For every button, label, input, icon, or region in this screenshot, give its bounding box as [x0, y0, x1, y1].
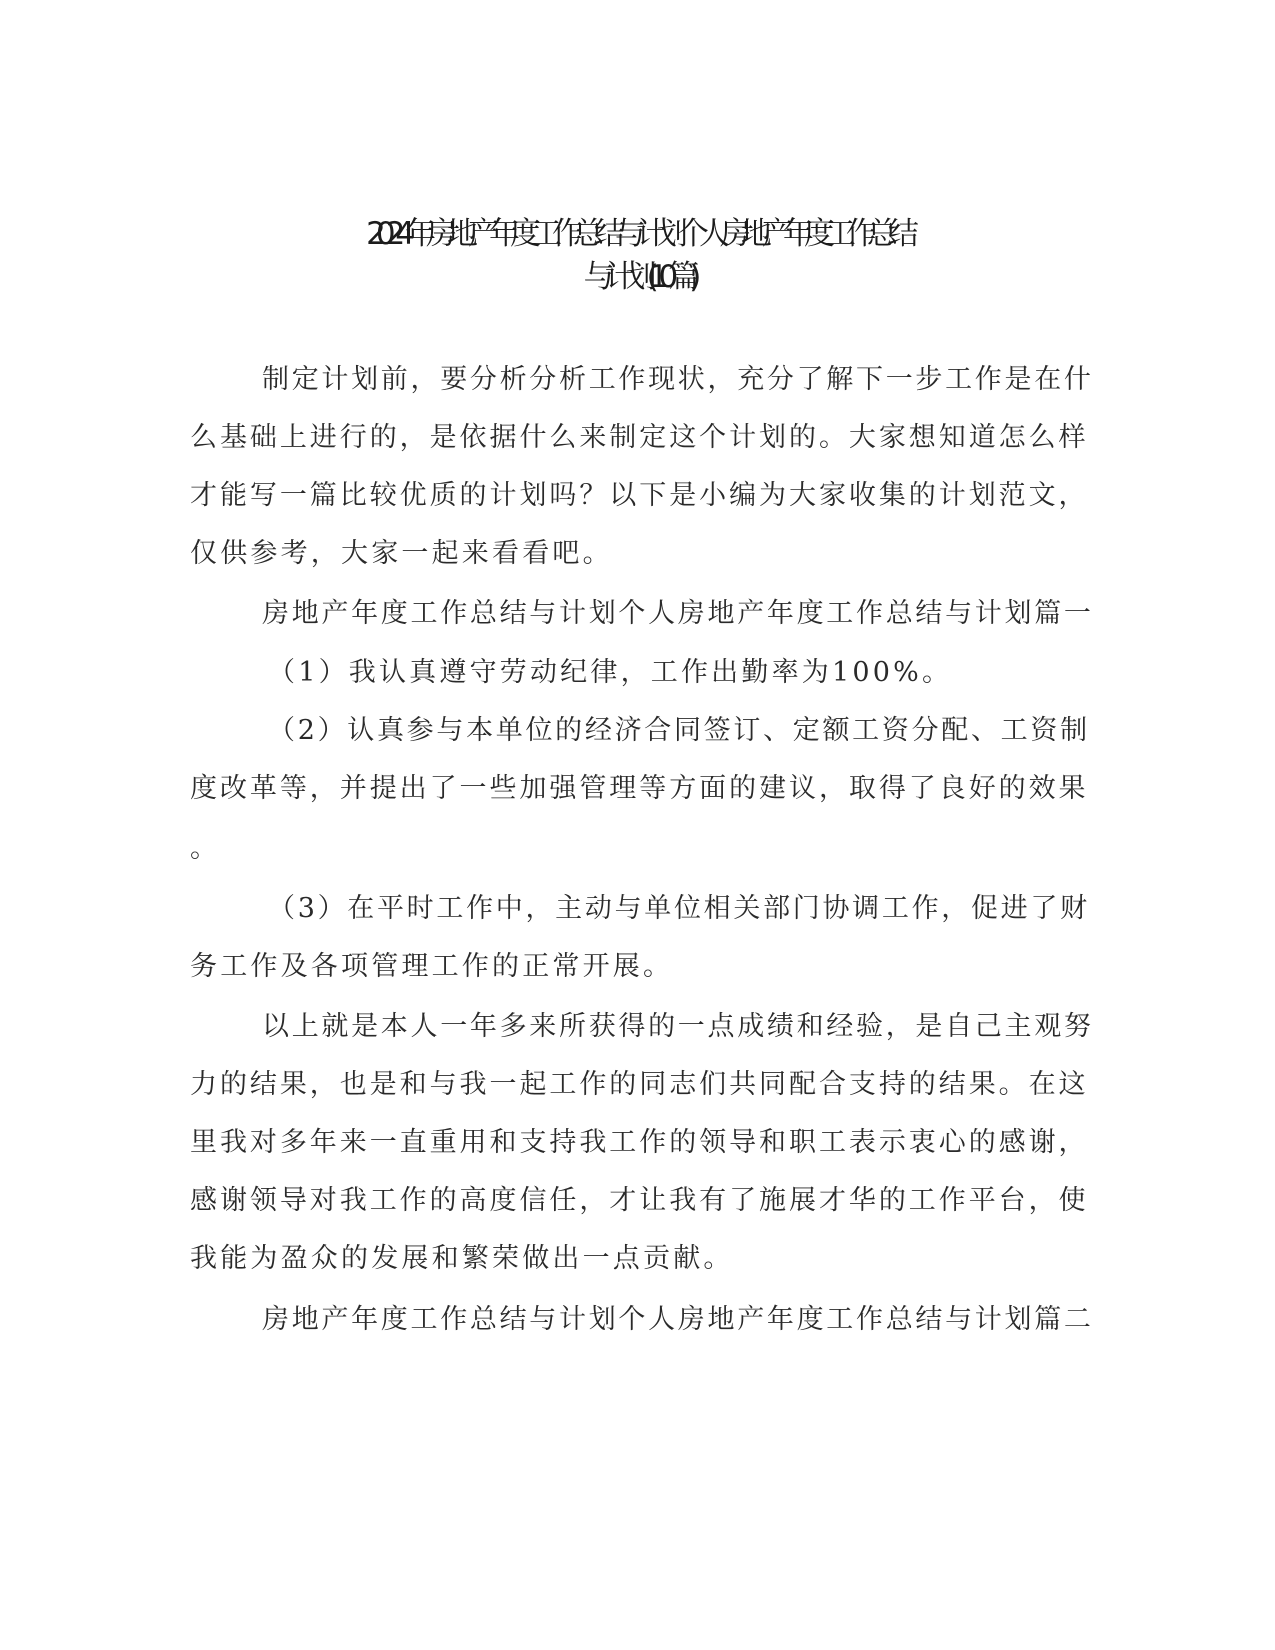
list-item: （1）我认真遵守劳动纪律，工作出勤率为100%。: [268, 657, 953, 688]
body-line: 制定计划前，要分析分析工作现状，充分了解下一步工作是在什: [262, 364, 1094, 395]
body-line: 感谢领导对我工作的高度信任，才让我有了施展才华的工作平台，使: [190, 1185, 1089, 1216]
body-line: 我能为盈众的发展和繁荣做出一点贡献。: [190, 1243, 734, 1274]
section-heading: 房地产年度工作总结与计划个人房地产年度工作总结与计划篇二: [262, 1304, 1094, 1335]
body-line: 才能写一篇比较优质的计划吗？以下是小编为大家收集的计划范文，: [190, 480, 1089, 511]
body-line: 仅供参考，大家一起来看看吧。: [190, 538, 613, 569]
section-heading: 房地产年度工作总结与计划个人房地产年度工作总结与计划篇一: [262, 598, 1094, 629]
body-line: 力的结果，也是和与我一起工作的同志们共同配合支持的结果。在这: [190, 1069, 1089, 1100]
body-line: 。: [190, 833, 221, 864]
body-line: 么基础上进行的，是依据什么来制定这个计划的。大家想知道怎么样: [190, 422, 1089, 453]
list-item: （3）在平时工作中，主动与单位相关部门协调工作，促进了财: [268, 893, 1090, 924]
body-line: 以上就是本人一年多来所获得的一点成绩和经验，是自己主观努: [262, 1011, 1094, 1042]
list-item: （2）认真参与本单位的经济合同签订、定额工资分配、工资制: [268, 715, 1090, 746]
body-line: 务工作及各项管理工作的正常开展。: [190, 951, 674, 982]
document-title-line-2: 与计划(10篇): [583, 259, 692, 295]
document-title-line-1: 2024年房地产年度工作总结与计划个人 房地产年度工作总结: [366, 216, 909, 252]
body-line: 度改革等，并提出了一些加强管理等方面的建议，取得了良好的效果: [190, 773, 1089, 804]
body-line: 里我对多年来一直重用和支持我工作的领导和职工表示衷心的感谢，: [190, 1127, 1089, 1158]
